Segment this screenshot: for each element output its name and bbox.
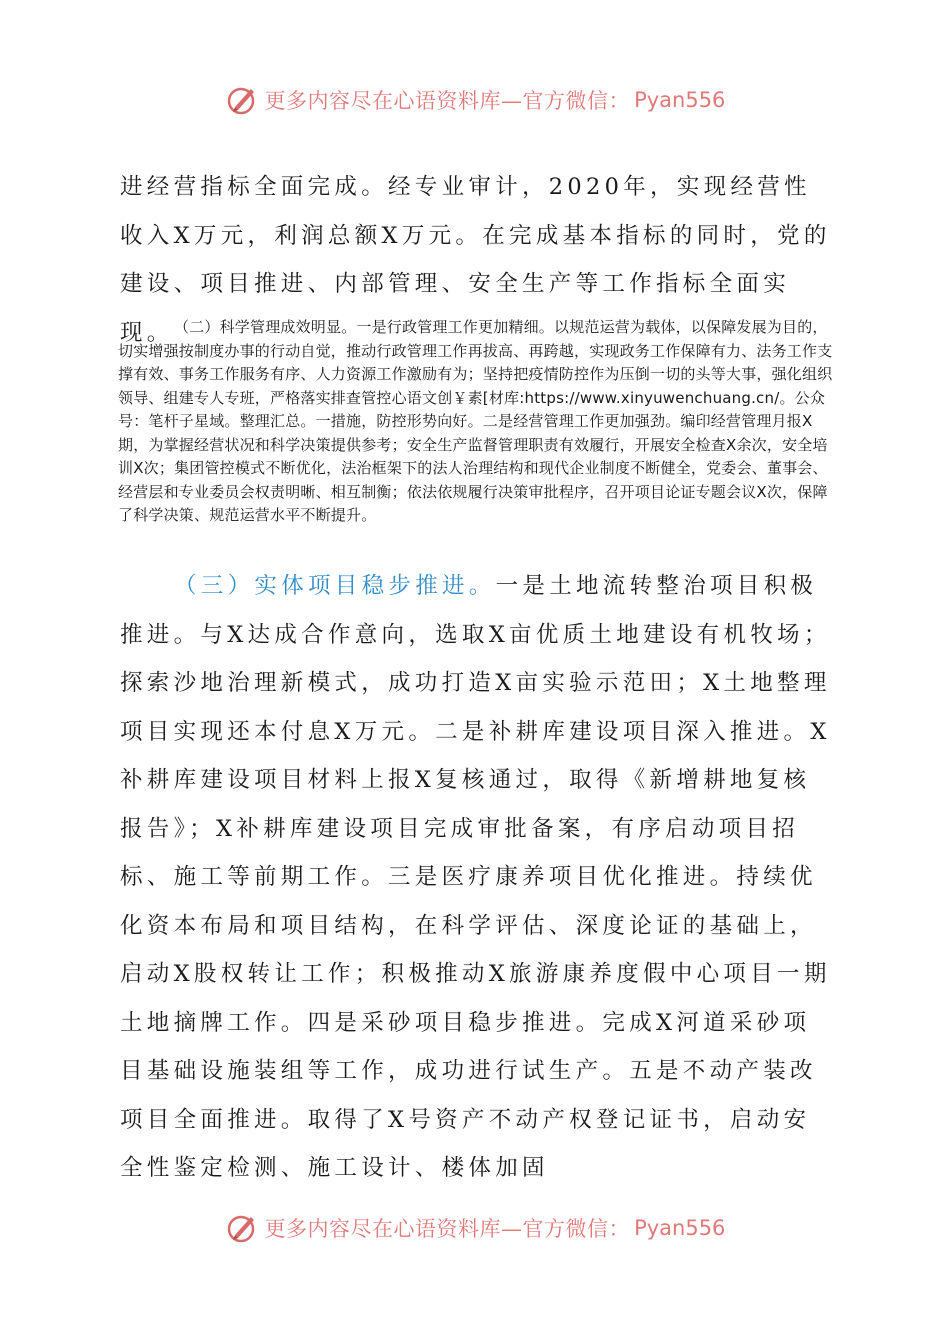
paragraph-3-text: 一是土地流转整治项目积极推进。与X达成合作意向，选取X亩优质土地建设有机牧场；探索沙地治理新模式，成功打造X亩实验示范田；X土地整理项目实现还本付息X万元。二是补耕库建设项目深入推进。X补耕库建设项目材料上报X复核通过，取得《新增耕地复核报告》；X补耕库建设项目完成审批备案，有序启动项目招标、施工等前期工作。三是医疗康养项目优化推进。持续优化资本布局和项目结构，在科学评估、深度论证的基础上，启动X股权转让工作；积极推动X旅游康养度假中心项目一期土地摘牌工作。四是采砂项目稳步推进。完成X河道采砂项目基础设施装组等工作，成功进行试生产。五是不动产装改项目全面推进。取得了X号资产不动产权登记证书，启动安全性鉴定检测、施工设计、楼体加固 [120, 573, 831, 1181]
footer-banner [0, 1208, 950, 1248]
pen-logo-icon [225, 1211, 259, 1245]
paragraph-2-text: （二）科学管理成效明显。一是行政管理工作更加精细。以规范运营为载体，以保障发展为目的，切实增强按制度办事的行动自觉，推动行政管理工作再拔高、再跨越，实现政务工作保障有力、法务工作支撑有效、事务工作服务有序、人力资源工作激励有为；坚持把疫情防控作为压倒一切的头等大事，强化组织领导、组建专人专班，严格落实排查管控心语文创￥素[材库:https://www.xinyuwenchuang.cn/。公众号：笔杆子星域。整理汇总。一措施，防控形势向好。二是经营管理工作更加强劲。编印经营管理月报X期，为掌握经营状况和科学决策提供参考；安全生产监督管理职责有效履行，开展安全检查X余次，安全培训X次；集团管控模式不断优化，法治框架下的法人治理结构和现代企业制度不断健全，党委会、董事会、经营层和专业委员会权责明晰、相互制衡；依法依规履行决策审批程序，召开项目论证专题会议X次，保障了科学决策、规范运营水平不断提升。 [118, 318, 833, 524]
footer-banner-text: 更多内容尽在心语资料库—官方微信： [264, 1217, 631, 1241]
paragraph-3 [120, 562, 836, 1193]
header-banner-text: 更多内容尽在心语资料库—官方微信： [264, 89, 631, 113]
footer-wechat-id: Pyan556 [634, 1216, 726, 1240]
paragraph-1: 进经营指标全面完成。经专业审计，2020年，实现经营性收入X万元，利润总额X万元。在完成基本指标的同时，党的建设、项目推进、内部管理、安全生产等工作指标全面实现。 [120, 174, 831, 346]
header-banner [0, 80, 950, 120]
section-heading-3: （三）实体项目稳步推进。 [174, 573, 496, 599]
header-wechat-id: Pyan556 [634, 88, 726, 112]
pen-logo-icon [225, 83, 259, 117]
paragraph-2 [118, 316, 840, 528]
